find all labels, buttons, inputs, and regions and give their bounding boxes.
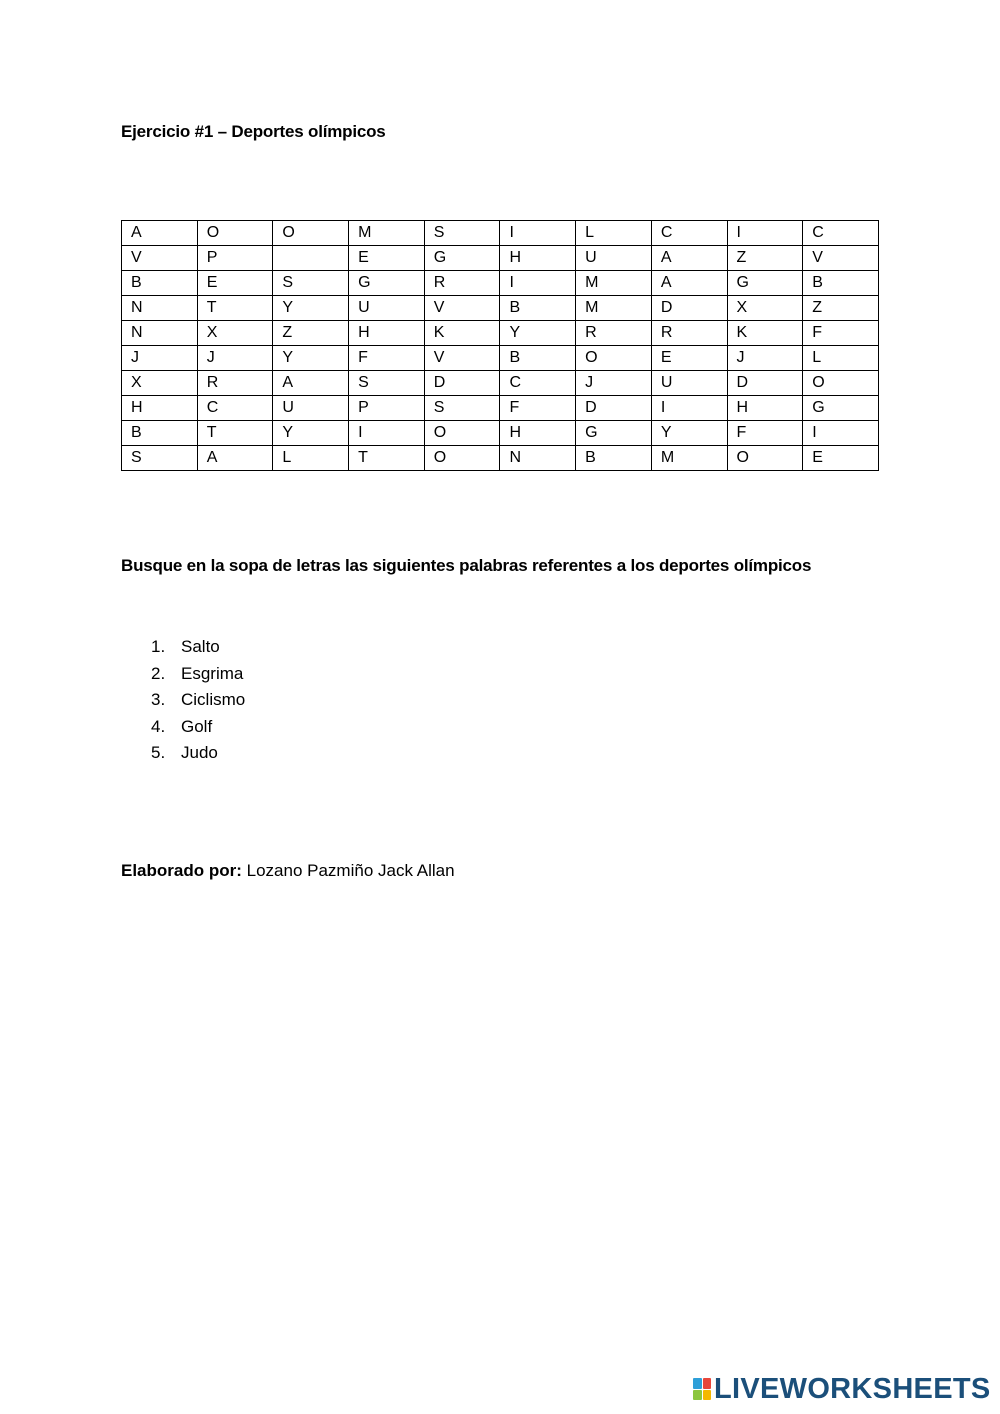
- grid-cell: A: [651, 271, 727, 296]
- grid-row: [122, 421, 879, 446]
- grid-cell: L: [803, 346, 879, 371]
- grid-row: [122, 446, 879, 471]
- logo-square-red: [703, 1378, 712, 1389]
- grid-cell: Z: [803, 296, 879, 321]
- grid-cell: Y: [273, 296, 349, 321]
- grid-cell: P: [349, 396, 425, 421]
- word-search-grid-body: [122, 221, 879, 471]
- list-item-word: Salto: [181, 637, 220, 656]
- grid-cell: Y: [273, 346, 349, 371]
- grid-cell: U: [651, 371, 727, 396]
- grid-cell: B: [500, 346, 576, 371]
- grid-cell: I: [349, 421, 425, 446]
- grid-cell: O: [197, 221, 273, 246]
- grid-cell: H: [727, 396, 803, 421]
- grid-cell: H: [122, 396, 198, 421]
- grid-cell: O: [273, 221, 349, 246]
- liveworksheets-brand: [693, 1374, 991, 1404]
- grid-cell: R: [651, 321, 727, 346]
- grid-cell: D: [651, 296, 727, 321]
- grid-cell: E: [197, 271, 273, 296]
- grid-cell: J: [576, 371, 652, 396]
- grid-cell: I: [651, 396, 727, 421]
- grid-cell: I: [727, 221, 803, 246]
- grid-cell: G: [349, 271, 425, 296]
- grid-cell: Y: [273, 421, 349, 446]
- grid-cell: V: [803, 246, 879, 271]
- grid-cell: B: [122, 421, 198, 446]
- grid-cell: R: [197, 371, 273, 396]
- grid-cell: A: [651, 246, 727, 271]
- grid-cell: T: [349, 446, 425, 471]
- grid-cell: X: [727, 296, 803, 321]
- grid-cell: G: [576, 421, 652, 446]
- list-item-word: Golf: [181, 716, 213, 736]
- grid-cell: A: [197, 446, 273, 471]
- grid-cell: G: [803, 396, 879, 421]
- grid-cell: X: [197, 321, 273, 346]
- grid-cell: V: [424, 346, 500, 371]
- grid-cell: E: [349, 246, 425, 271]
- grid-cell: O: [576, 346, 652, 371]
- liveworksheets-logo-icon: [693, 1378, 711, 1400]
- list-item-number: 3.: [151, 690, 166, 710]
- grid-cell: Z: [727, 246, 803, 271]
- author-name: Lozano Pazmiño Jack Allan: [246, 861, 455, 880]
- grid-row: [122, 371, 879, 396]
- author-label: Elaborado por:: [121, 861, 242, 880]
- grid-cell: Z: [273, 321, 349, 346]
- list-item: [151, 714, 245, 741]
- grid-cell: V: [122, 246, 198, 271]
- grid-cell: P: [197, 246, 273, 271]
- grid-row: [122, 271, 879, 296]
- grid-cell: F: [500, 396, 576, 421]
- logo-square-yellow: [703, 1390, 712, 1401]
- grid-cell: E: [803, 446, 879, 471]
- grid-cell: H: [500, 421, 576, 446]
- grid-cell: C: [803, 221, 879, 246]
- list-item: [151, 661, 245, 688]
- grid-cell: V: [424, 296, 500, 321]
- grid-cell: O: [803, 371, 879, 396]
- grid-row: [122, 246, 879, 271]
- logo-square-green: [693, 1390, 702, 1401]
- grid-cell: X: [122, 371, 198, 396]
- grid-cell: U: [349, 296, 425, 321]
- grid-cell: D: [424, 371, 500, 396]
- list-item-number: 5.: [151, 743, 166, 763]
- grid-cell: F: [803, 321, 879, 346]
- grid-cell: I: [500, 221, 576, 246]
- grid-cell: N: [122, 296, 198, 321]
- instruction-text: Busque en la sopa de letras las siguientes palabras referentes a los deportes olímpicos: [121, 556, 812, 575]
- list-item: [151, 634, 245, 661]
- grid-cell: F: [727, 421, 803, 446]
- grid-cell: K: [424, 321, 500, 346]
- grid-cell: B: [803, 271, 879, 296]
- list-item: [151, 740, 245, 767]
- grid-row: [122, 346, 879, 371]
- grid-cell: M: [576, 271, 652, 296]
- grid-cell: B: [122, 271, 198, 296]
- grid-cell: D: [576, 396, 652, 421]
- grid-cell: O: [424, 421, 500, 446]
- grid-cell: G: [424, 246, 500, 271]
- grid-cell: R: [424, 271, 500, 296]
- list-item-number: 2.: [151, 663, 166, 683]
- exercise-title: Ejercicio #1 – Deportes olímpicos: [121, 122, 386, 141]
- grid-cell: D: [727, 371, 803, 396]
- grid-cell: [273, 246, 349, 271]
- grid-cell: C: [651, 221, 727, 246]
- grid-cell: E: [651, 346, 727, 371]
- grid-cell: B: [500, 296, 576, 321]
- grid-cell: M: [349, 221, 425, 246]
- grid-cell: S: [273, 271, 349, 296]
- grid-cell: G: [727, 271, 803, 296]
- grid-cell: L: [273, 446, 349, 471]
- logo-square-blue: [693, 1378, 702, 1389]
- list-item-number: 1.: [151, 637, 166, 656]
- grid-cell: I: [500, 271, 576, 296]
- word-search-grid: [121, 220, 879, 471]
- grid-cell: S: [122, 446, 198, 471]
- grid-cell: I: [803, 421, 879, 446]
- grid-cell: U: [576, 246, 652, 271]
- grid-cell: S: [349, 371, 425, 396]
- grid-cell: S: [424, 396, 500, 421]
- grid-cell: R: [576, 321, 652, 346]
- grid-cell: A: [273, 371, 349, 396]
- grid-cell: M: [576, 296, 652, 321]
- grid-cell: H: [349, 321, 425, 346]
- grid-cell: N: [122, 321, 198, 346]
- grid-row: [122, 221, 879, 246]
- grid-cell: T: [197, 421, 273, 446]
- grid-cell: J: [727, 346, 803, 371]
- grid-cell: A: [122, 221, 198, 246]
- list-item-word: Esgrima: [181, 663, 244, 683]
- list-item-word: Judo: [181, 743, 218, 763]
- list-item: [151, 687, 245, 714]
- grid-cell: S: [424, 221, 500, 246]
- grid-cell: C: [197, 396, 273, 421]
- grid-cell: M: [651, 446, 727, 471]
- grid-cell: J: [122, 346, 198, 371]
- grid-cell: O: [727, 446, 803, 471]
- grid-cell: K: [727, 321, 803, 346]
- grid-row: [122, 321, 879, 346]
- grid-cell: J: [197, 346, 273, 371]
- grid-cell: O: [424, 446, 500, 471]
- grid-cell: T: [197, 296, 273, 321]
- grid-cell: Y: [500, 321, 576, 346]
- grid-cell: B: [576, 446, 652, 471]
- grid-cell: L: [576, 221, 652, 246]
- list-item-number: 4.: [151, 716, 166, 736]
- grid-cell: H: [500, 246, 576, 271]
- grid-row: [122, 296, 879, 321]
- grid-cell: N: [500, 446, 576, 471]
- grid-cell: C: [500, 371, 576, 396]
- grid-cell: U: [273, 396, 349, 421]
- brand-text: LIVEWORKSHEETS: [714, 1373, 991, 1405]
- author-line: [121, 861, 455, 881]
- grid-cell: F: [349, 346, 425, 371]
- list-item-word: Ciclismo: [181, 690, 246, 710]
- word-list: [151, 634, 245, 767]
- grid-row: [122, 396, 879, 421]
- grid-cell: Y: [651, 421, 727, 446]
